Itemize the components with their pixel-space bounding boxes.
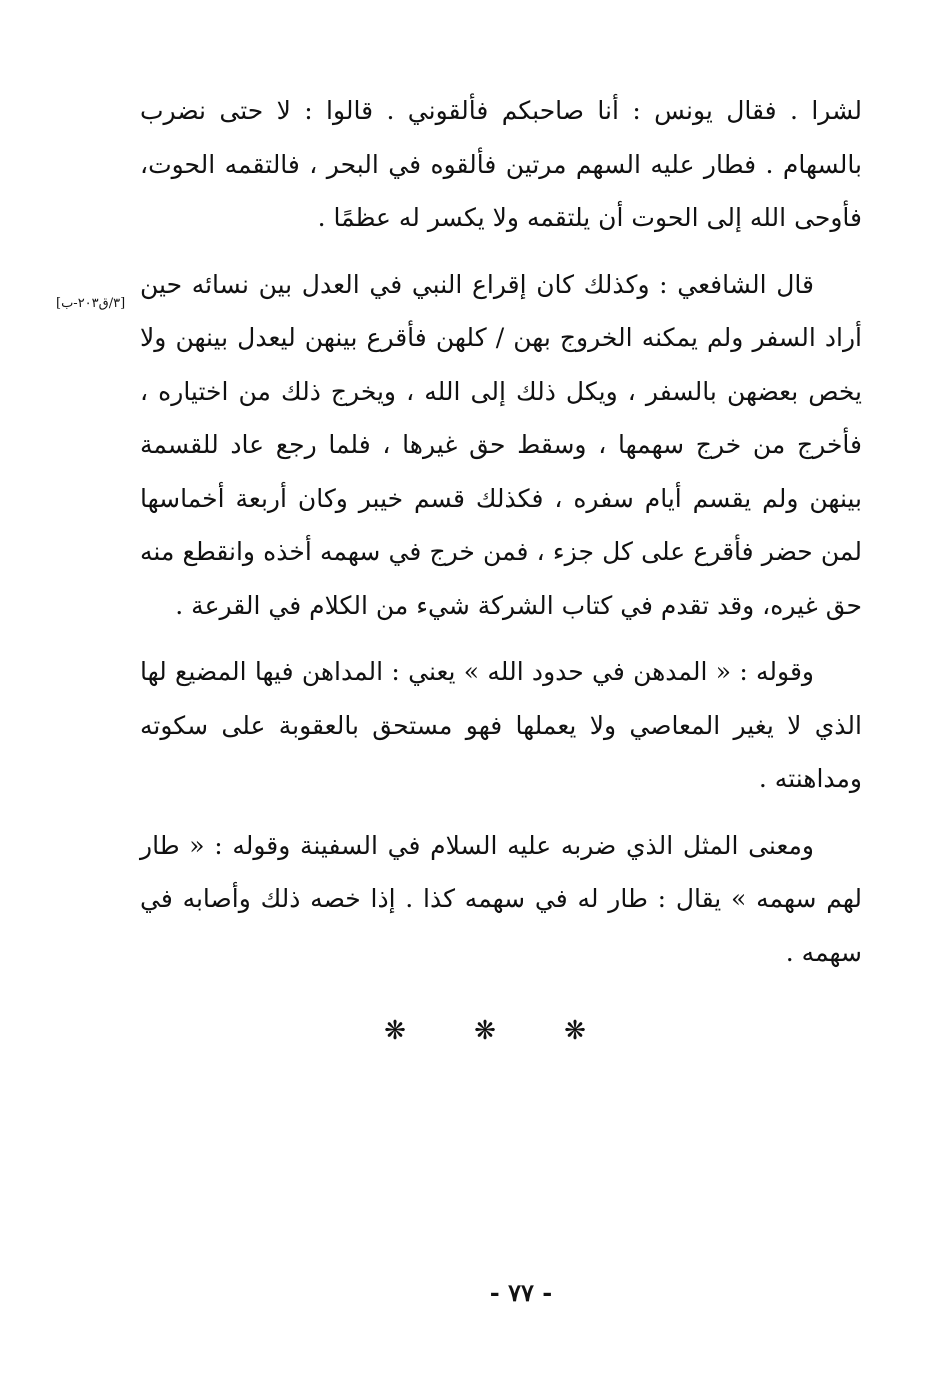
paragraph-4: ومعنى المثل الذي ضربه عليه السلام في السفينة وقوله : « طار لهم سهمه » يقال : طار له في سهمه كذا . إذا خصه ذلك وأصابه في سهمه .	[140, 830, 862, 967]
paragraph-1: لشرا . فقال يونس : أنا صاحبكم فألقوني . قالوا : لا حتى نضرب بالسهام . فطار عليه السهم مرتين فألقوه في البحر ، فالتقمه الحوت، فأوحى الله إلى الحوت أن يلتقمه ولا يكسر له عظمًا .	[140, 96, 862, 232]
section-separator	[380, 1016, 590, 1046]
paragraph-3: وقوله : « المدهن في حدود الله » يعني : المداهن فيها المضيع لها الذي لا يغير المعاصي ولا يعملها فهو مستحق بالعقوبة على سكوته ومداهنته .	[140, 657, 862, 793]
page-number: - ٧٧ -	[489, 1278, 553, 1307]
paragraph-2: قال الشافعي : وكذلك كان إقراع النبي في العدل بين نسائه حين أراد السفر ولم يمكنه الخروج بهن / كلهن فأقرع بينهن ليعدل بينهن ولا يخص بعضهن بالسفر ، ويكل ذلك إلى الله ، ويخرج ذلك من اختياره ، فأخرج من خرج سهمها ، وسقط حق غيرها ، فلما رجع عاد للقسمة بينهن ولم يقسم أيام سفره ، فكذلك قسم خيبر وكان أربعة أخماسها لمن حضر فأقرع على كل جزء ، فمن خرج في سهمه أخذه وانقطع منه حق غيره، وقد تقدم في كتاب الشركة شيء من الكلام في القرعة .	[140, 269, 862, 620]
star-ornament-icon: ❋	[474, 1016, 496, 1046]
main-text	[140, 84, 862, 979]
star-ornament-icon: ❋	[564, 1016, 586, 1046]
star-ornament-icon: ❋	[384, 1016, 406, 1046]
manuscript-folio-note: [٣/ق٢٠٣-ب]	[56, 296, 126, 311]
